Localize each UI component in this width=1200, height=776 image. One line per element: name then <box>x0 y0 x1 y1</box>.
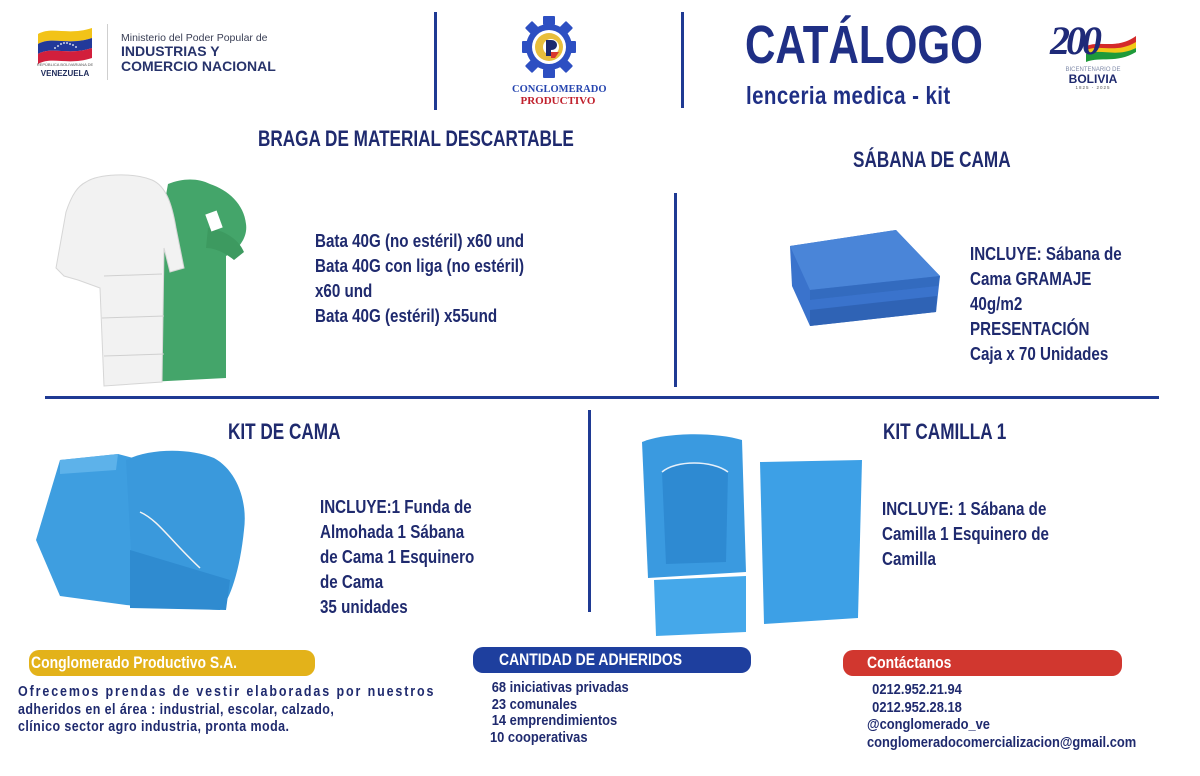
bicentenary-caption: BOLIVIA <box>1068 72 1118 86</box>
description-line: Camilla <box>882 548 936 569</box>
product-title-sabana: SÁBANA DE CAMA <box>853 147 1011 172</box>
product-description-braga <box>315 228 524 328</box>
description-line: Almohada 1 Sábana <box>320 521 465 542</box>
description-line: de Cama 1 Esquinero <box>320 546 475 567</box>
description-line: INCLUYE: Sábana de <box>970 243 1122 264</box>
product-title-kit-camilla: KIT CAMILLA 1 <box>883 419 1007 444</box>
ministry-line1: Ministerio del Poder Popular de <box>121 32 268 44</box>
company-description-line: adheridos en el área : industrial, escolar, calzado, <box>18 701 335 718</box>
company-label-pill <box>29 650 315 676</box>
company-description <box>18 684 435 737</box>
venezuela-caption: VENEZUELA <box>40 69 90 78</box>
description-line: 40g/m2 <box>970 293 1023 314</box>
header-divider-right <box>681 12 684 108</box>
description-line: 35 unidades <box>320 596 408 617</box>
company-label: Conglomerado Productivo S.A. <box>31 653 238 672</box>
bolivia-bicentenary-logo <box>1046 14 1140 88</box>
company-description-line: clínico sector agro industria, pronta moda. <box>18 719 290 735</box>
product-title-kit-cama: KIT DE CAMA <box>228 419 341 444</box>
description-line: Camilla 1 Esquinero de <box>882 523 1049 544</box>
gowns-image <box>48 168 252 388</box>
members-label-pill <box>473 647 751 673</box>
section-divider-horizontal <box>45 396 1159 399</box>
members-label: CANTIDAD DE ADHERIDOS <box>499 650 683 669</box>
ministry-line2: INDUSTRIAS Y <box>121 43 220 59</box>
description-line: Bata 40G con liga (no estéril) <box>315 255 525 276</box>
product-description-kit-cama <box>320 494 474 619</box>
members-list <box>490 680 629 746</box>
product-title-braga: BRAGA DE MATERIAL DESCARTABLE <box>258 126 574 151</box>
section-divider-bottom <box>588 410 591 612</box>
description-line: Cama GRAMAJE <box>970 268 1092 289</box>
contact-phone-2[interactable]: 0212.952.28.18 <box>872 698 962 716</box>
members-list-item: 10 cooperativas <box>490 728 588 746</box>
members-list-item: 68 iniciativas privadas <box>491 679 629 696</box>
description-line: PRESENTACIÓN <box>970 318 1090 339</box>
contact-social-handle[interactable]: @conglomerado_ve <box>867 716 990 733</box>
company-description-line: Ofrecemos prendas de vestir elaboradas por nuestros <box>18 684 436 700</box>
members-list-item: 14 emprendimientos <box>491 712 618 729</box>
contact-label-pill <box>843 650 1122 676</box>
section-divider-top <box>674 193 677 387</box>
product-description-kit-camilla <box>882 496 1049 571</box>
description-line: x60 und <box>315 280 373 301</box>
header-divider-left <box>434 12 437 110</box>
conglomerado-gear-logo <box>521 14 577 84</box>
ministry-line3: COMERCIO NACIONAL <box>121 58 276 74</box>
bicentenary-caption-small: BICENTENARIO DE <box>1065 67 1121 73</box>
conglomerado-logo-line1: CONGLOMERADO <box>512 84 607 95</box>
page-subtitle: lenceria medica - kit <box>746 82 951 110</box>
stretcher-kit-image <box>636 432 868 638</box>
description-line: de Cama <box>320 571 384 592</box>
bed-kit-image <box>30 450 260 615</box>
description-line: Caja x 70 Unidades <box>970 343 1109 364</box>
bicentenary-200-icon <box>1046 14 1140 64</box>
description-line: INCLUYE:1 Funda de <box>320 496 472 517</box>
page-title: CATÁLOGO <box>745 15 983 75</box>
description-line: Bata 40G (no estéril) x60 und <box>315 230 525 251</box>
contact-phone-1[interactable]: 0212.952.21.94 <box>872 681 962 698</box>
conglomerado-logo-line2: PRODUCTIVO <box>520 95 596 107</box>
contact-label: Contáctanos <box>867 653 952 672</box>
venezuela-caption-small: REPÚBLICA BOLIVARIANA DE <box>36 62 94 67</box>
members-list-item: 23 comunales <box>491 695 578 713</box>
description-line: INCLUYE: 1 Sábana de <box>882 498 1047 519</box>
svg-text:200: 200 <box>1050 18 1098 63</box>
description-line: Bata 40G (estéril) x55und <box>315 305 498 326</box>
logo-separator <box>107 24 108 80</box>
bicentenary-years: 1825 - 2025 <box>1075 85 1111 90</box>
ministry-name <box>121 44 276 74</box>
bed-sheets-stack-image <box>786 226 942 326</box>
contact-details <box>867 681 1136 751</box>
contact-email[interactable]: conglomeradocomercializacion@gmail.com <box>867 733 1137 751</box>
product-description-sabana <box>970 241 1122 366</box>
